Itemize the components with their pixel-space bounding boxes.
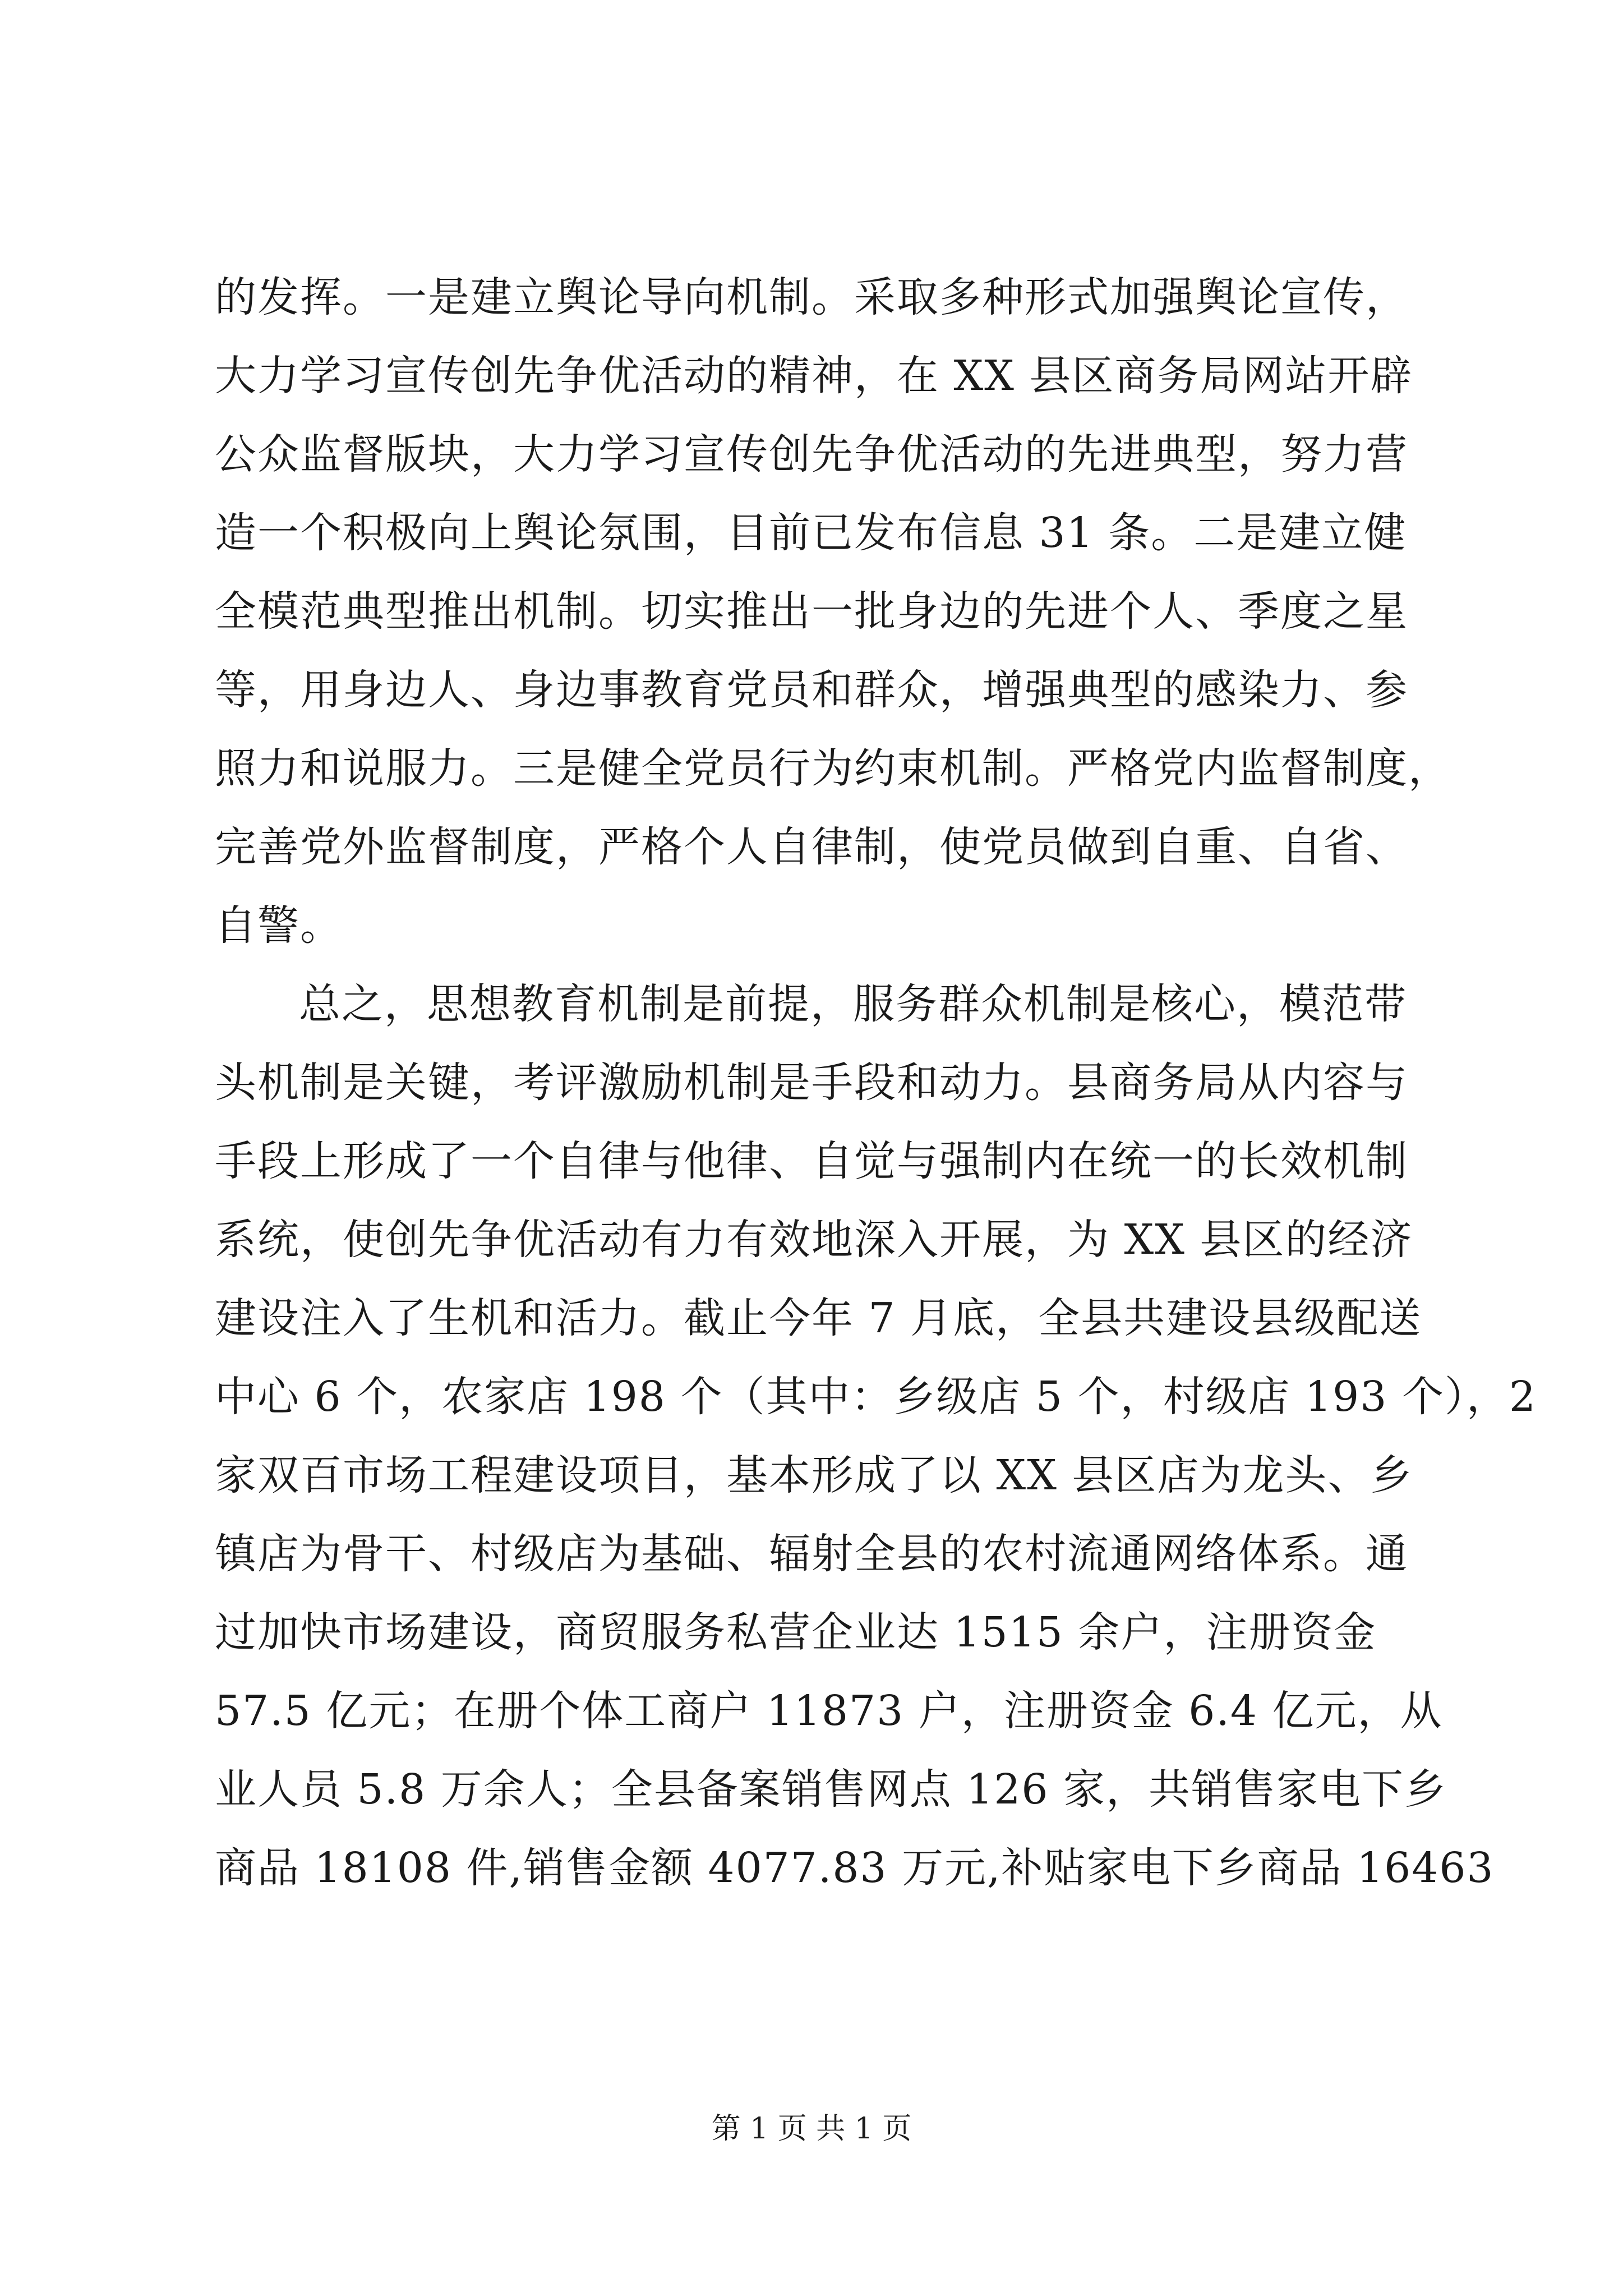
paragraph-1-line-6: 等，用身边人、身边事教育党员和群众，增强典型的感染力、参	[215, 666, 1408, 714]
paragraph-1-line-5: 全模范典型推出机制。切实推出一批身边的先进个人、季度之星	[215, 587, 1408, 636]
paragraph-1-line-1: 的发挥。一是建立舆论导向机制。采取多种形式加强舆论宣传，	[215, 273, 1408, 321]
paragraph-2-line-7: 家双百市场工程建设项目，基本形成了以 XX 县区店为龙头、乡	[215, 1451, 1413, 1499]
paragraph-1-line-4: 造一个积极向上舆论氛围，目前已发布信息 31 条。二是建立健	[215, 509, 1407, 557]
paragraph-1-line-8: 完善党外监督制度，严格个人自律制，使党员做到自重、自省、	[215, 823, 1408, 871]
paragraph-2-line-1: 总之，思想教育机制是前提，服务群众机制是核心，模范带	[299, 980, 1407, 1028]
paragraph-2-line-6: 中心 6 个，农家店 198 个（其中：乡级店 5 个，村级店 193 个），2	[215, 1373, 1537, 1421]
paragraph-2-line-12: 商品 18108 件,销售金额 4077.83 万元,补贴家电下乡商品 16463	[215, 1844, 1495, 1892]
paragraph-1-line-2: 大力学习宣传创先争优活动的精神，在 XX 县区商务局网站开辟	[215, 352, 1413, 400]
paragraph-2-line-4: 系统，使创先争优活动有力有效地深入开展，为 XX 县区的经济	[215, 1216, 1413, 1264]
paragraph-2-line-8: 镇店为骨干、村级店为基础、辐射全县的农村流通网络体系。通	[215, 1530, 1408, 1578]
paragraph-1-line-9: 自警。	[215, 901, 343, 950]
paragraph-2-line-9: 过加快市场建设，商贸服务私营企业达 1515 余户，注册资金	[215, 1608, 1377, 1657]
paragraph-2-line-2: 头机制是关键，考评激励机制是手段和动力。县商务局从内容与	[215, 1059, 1408, 1107]
paragraph-1-line-7: 照力和说服力。三是健全党员行为约束机制。严格党内监督制度，	[215, 744, 1451, 793]
paragraph-1-line-3: 公众监督版块，大力学习宣传创先争优活动的先进典型，努力营	[215, 430, 1408, 478]
page-footer: 第 1 页 共 1 页	[711, 2112, 912, 2146]
paragraph-2-line-3: 手段上形成了一个自律与他律、自觉与强制内在统一的长效机制	[215, 1137, 1408, 1185]
paragraph-2-line-11: 业人员 5.8 万余人；全县备案销售网点 126 家，共销售家电下乡	[215, 1765, 1447, 1814]
paragraph-2-line-5: 建设注入了生机和活力。截止今年 7 月底，全县共建设县级配送	[215, 1294, 1422, 1342]
paragraph-2-line-10: 57.5 亿元；在册个体工商户 11873 户，注册资金 6.4 亿元，从	[215, 1687, 1443, 1735]
